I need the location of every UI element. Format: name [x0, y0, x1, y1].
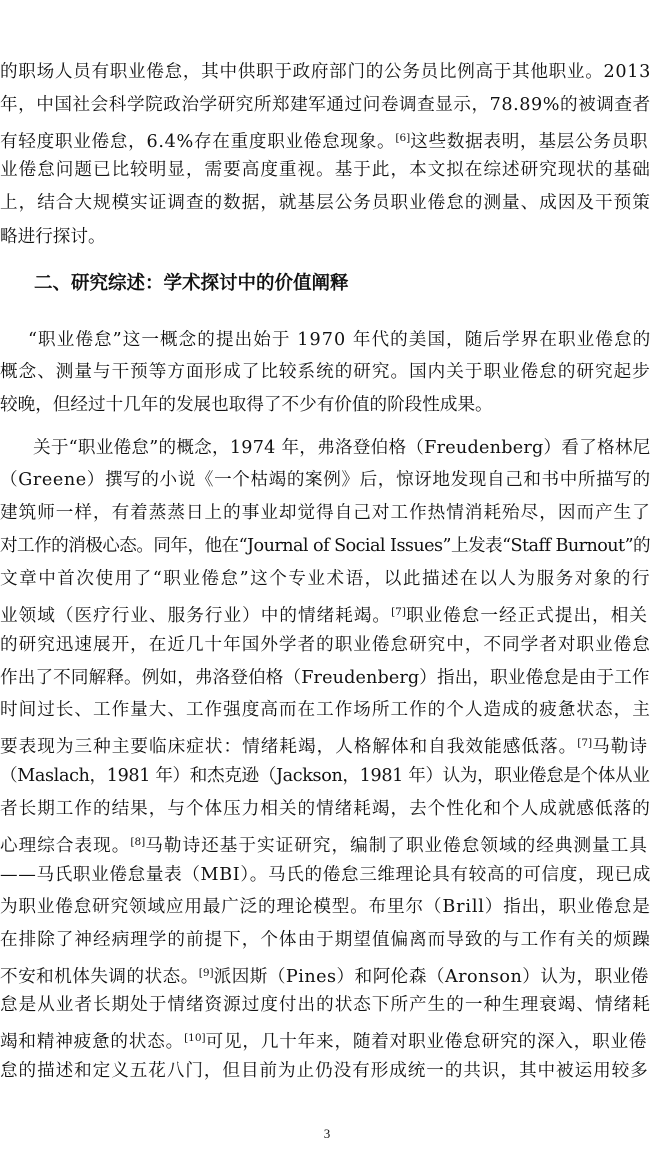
text-run: 业倦怠问题已比较明显，需要高度重视。基于此，本文拟在综述研究现状的基础 [0, 160, 651, 180]
text-line [0, 963, 650, 987]
text-line [0, 897, 650, 917]
section-heading: 二、研究综述：学术探讨中的价值阐释 [34, 273, 349, 294]
text-run: 派因斯（Pines）和阿伦森（Aronson）认为，职业倦 [213, 967, 649, 987]
text-run: ——马氏职业倦怠量表（MBI）。马氏的倦怠三维理论具有较高的可信度，现已成 [0, 865, 651, 885]
text-run: 建筑师一样，有着蒸蒸日上的事业却觉得自己对工作热情消耗殆尽，因而产生了 [0, 503, 651, 523]
text-run: 者长期工作的结果，与个体压力相关的情绪耗竭，去个性化和个人成就感低落的 [0, 799, 651, 819]
text-line [33, 438, 650, 458]
text-line [0, 1028, 650, 1052]
citation-ref: [10] [184, 1032, 206, 1044]
text-line [0, 799, 650, 819]
text-line [0, 227, 654, 247]
text-run: 要表现为三种主要临床症状：情绪耗竭，人格解体和自我效能感低落。 [0, 737, 578, 757]
text-run: 有轻度职业倦怠，6.4%存在重度职业倦怠现象。 [0, 132, 396, 152]
text-run: 上，结合大规模实证调查的数据，就基层公务员职业倦怠的测量、成因及干预策 [0, 193, 651, 213]
text-line [0, 930, 650, 950]
text-line [0, 128, 650, 152]
citation-ref: [9] [198, 967, 214, 979]
text-line [0, 865, 650, 885]
citation-ref: [8] [130, 836, 146, 848]
citation-ref: [7] [391, 606, 406, 618]
text-line [0, 362, 650, 382]
text-run: 略进行探讨。 [0, 227, 106, 247]
text-run: 对工作的消极心态。同年，他在“Journal of Social Issues”上发表“Staff Burnout”的 [0, 536, 651, 556]
text-line [0, 503, 650, 523]
text-line [0, 602, 650, 626]
text-run: 较晚，但经过十几年的发展也取得了不少有价值的阶段性成果。 [0, 395, 493, 415]
text-run: 为职业倦怠研究领域应用最广泛的理论模型。布里尔（Brill）指出，职业倦怠是 [0, 897, 651, 917]
text-line [0, 700, 650, 720]
text-line [0, 395, 654, 415]
text-run: （Maslach，1981 年）和杰克逊（Jackson，1981 年）认为，职业倦怠是个体从业 [0, 766, 650, 786]
text-run: 时间过长、工作量大、工作强度高而在工作场所工作的个人造成的疲惫状态，主 [0, 700, 651, 720]
text-line [0, 635, 650, 655]
text-line [0, 766, 650, 786]
text-line [0, 193, 650, 213]
citation-ref: [7] [577, 737, 593, 749]
text-line [0, 160, 650, 180]
text-line [0, 733, 650, 757]
text-line [0, 668, 650, 688]
citation-ref: [6] [395, 132, 411, 144]
text-line [0, 470, 650, 490]
text-run: 不安和机体失调的状态。 [0, 967, 199, 987]
text-run: 马勒诗还基于实证研究，编制了职业倦怠领域的经典测量工具 [145, 836, 649, 856]
text-run: 职业倦怠一经正式提出，相关 [405, 606, 649, 626]
text-run: 概念、测量与干预等方面形成了比较系统的研究。国内关于职业倦怠的研究起步 [0, 362, 651, 382]
text-run: 文章中首次使用了“职业倦怠”这个专业术语，以此描述在以人为服务对象的行 [0, 569, 652, 589]
text-run: （Greene）撰写的小说《一个枯竭的案例》后，惊讶地发现自己和书中所描写的 [0, 470, 651, 490]
text-run: 作出了不同解释。例如，弗洛登伯格（Freudenberg）指出，职业倦怠是由于工作 [0, 668, 650, 688]
text-run: 这些数据表明，基层公务员职 [410, 132, 649, 152]
text-line [0, 95, 650, 115]
text-line [0, 1061, 648, 1081]
text-run: 怠的描述和定义五花八门，但目前为止仍没有形成统一的共识，其中被运用较多 [0, 1061, 649, 1081]
text-line [0, 995, 650, 1015]
text-run: 马勒诗 [592, 737, 649, 757]
text-line [0, 536, 650, 556]
text-run: 可见，几十年来，随着对职业倦怠研究的深入，职业倦 [205, 1032, 648, 1052]
text-run: 业领域（医疗行业、服务行业）中的情绪耗竭。 [0, 606, 392, 626]
text-run: 在排除了神经病理学的前提下，个体由于期望值偏离而导致的与工作有关的烦躁 [0, 930, 651, 950]
text-line [0, 569, 650, 589]
text-line [28, 330, 650, 350]
text-run: 怠是从业者长期处于情绪资源过度付出的状态下所产生的一种生理衰竭、情绪耗 [0, 995, 651, 1015]
text-run: 年，中国社会科学院政治学研究所郑建军通过问卷调查显示，78.89%的被调查者 [0, 95, 651, 115]
text-run: 竭和精神疲惫的状态。 [0, 1032, 185, 1052]
text-run: “职业倦怠”这一概念的提出始于 1970 年代的美国，随后学界在职业倦怠的 [28, 330, 652, 350]
text-run: 关于“职业倦怠”的概念，1974 年，弗洛登伯格（Freudenberg）看了格林尼 [33, 438, 651, 458]
text-line [0, 62, 650, 82]
text-run: 的研究迅速展开，在近几十年国外学者的职业倦怠研究中，不同学者对职业倦怠 [0, 635, 651, 655]
text-line [0, 832, 650, 856]
text-run: 心理综合表现。 [0, 836, 131, 856]
text-run: 的职场人员有职业倦怠，其中供职于政府部门的公务员比例高于其他职业。2013 [0, 62, 652, 82]
page-number: 3 [323, 1126, 331, 1141]
